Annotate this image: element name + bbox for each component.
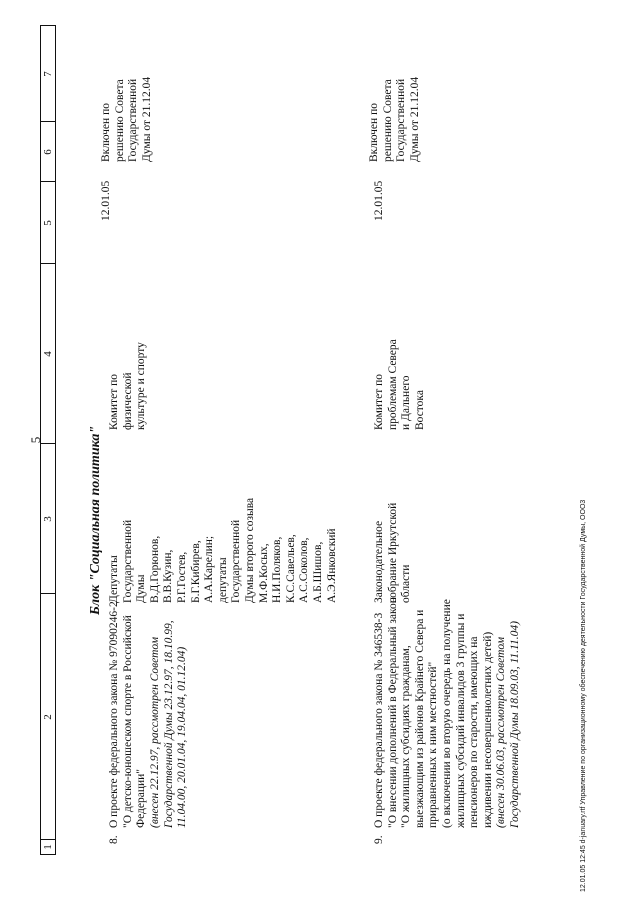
- page-footer: 12.01.05 12:45 d-january.rtf Управление по организационному обеспечению деятельности Государственной Думы, ООО3: [580, 499, 587, 892]
- row-8-note: (внесен 22.12.97, рассмотрен Советом Государственной Думы 23.12.97, 18.10.99, 11.04.00, 20.01.04, 19.04.04, 01.12.04): [149, 620, 189, 828]
- column-header-2: 2: [42, 714, 54, 720]
- row-9-note: (внесен 30.06.03, рассмотрен Советом Государственной Думы 18.09.03, 11.11.04): [495, 621, 521, 828]
- row-9-date: 12.01.05: [373, 180, 385, 221]
- row-9-number: 9.: [373, 835, 385, 844]
- row-8-number: 8.: [108, 835, 120, 844]
- column-header-6: 6: [42, 149, 54, 155]
- table-header-row: [40, 25, 56, 855]
- rotated-sheet: [0, 20, 600, 900]
- block-title: Блок "Социальная политика": [88, 425, 103, 615]
- row-9-title: О проекте федерального закона № 346538-3 "О внесении дополнений в Федеральный закон "О жилищных субсидиях гражданам, выезжающим из районов Крайнего Севера и приравненных к ним местностей" (о включении во вторую очередь на получение жилищных субсидий инвалидов 3 группы и пенсионеров по старости, имеющих на иждивении несовершеннолетних детей): [373, 597, 494, 828]
- column-header-1: 1: [42, 844, 54, 850]
- row-8-committee: Комитет по физической культуре и спорту: [108, 342, 148, 430]
- row-8-date: 12.01.05: [100, 180, 112, 221]
- column-header-4: 4: [42, 351, 54, 357]
- row-9-authors: Законодательное собрание Иркутской области: [373, 502, 413, 603]
- row-9-committee: Комитет по проблемам Севера и Дальнего Востока: [373, 339, 426, 430]
- row-8-authors: Депутаты Государственной Думы В.Д.Горюнов, В.В.Кузин, Р.Г.Гостев, Б.Г.Кибирев, А.А.Карелин; депутаты Государственной Думы второго созыва М.Ф.Косых, Н.И.Поляков, К.С.Савельев, А.С.Соколов, А.Б.Шишов, А.Э.Янковский: [108, 497, 338, 603]
- column-header-7: 7: [42, 71, 54, 77]
- row-9-remark: Включен по решению Совета Государственной Думы от 21.12.04: [368, 76, 421, 162]
- column-header-5: 5: [42, 220, 54, 226]
- column-header-3: 3: [42, 516, 54, 522]
- row-8-title: О проекте федерального закона № 97090246-2 "О детско-юношеском спорте в Российской Федерации": [108, 601, 148, 828]
- page-number: 5: [28, 436, 43, 444]
- row-8-remark: Включен по решению Совета Государственной Думы от 21.12.04: [100, 76, 153, 162]
